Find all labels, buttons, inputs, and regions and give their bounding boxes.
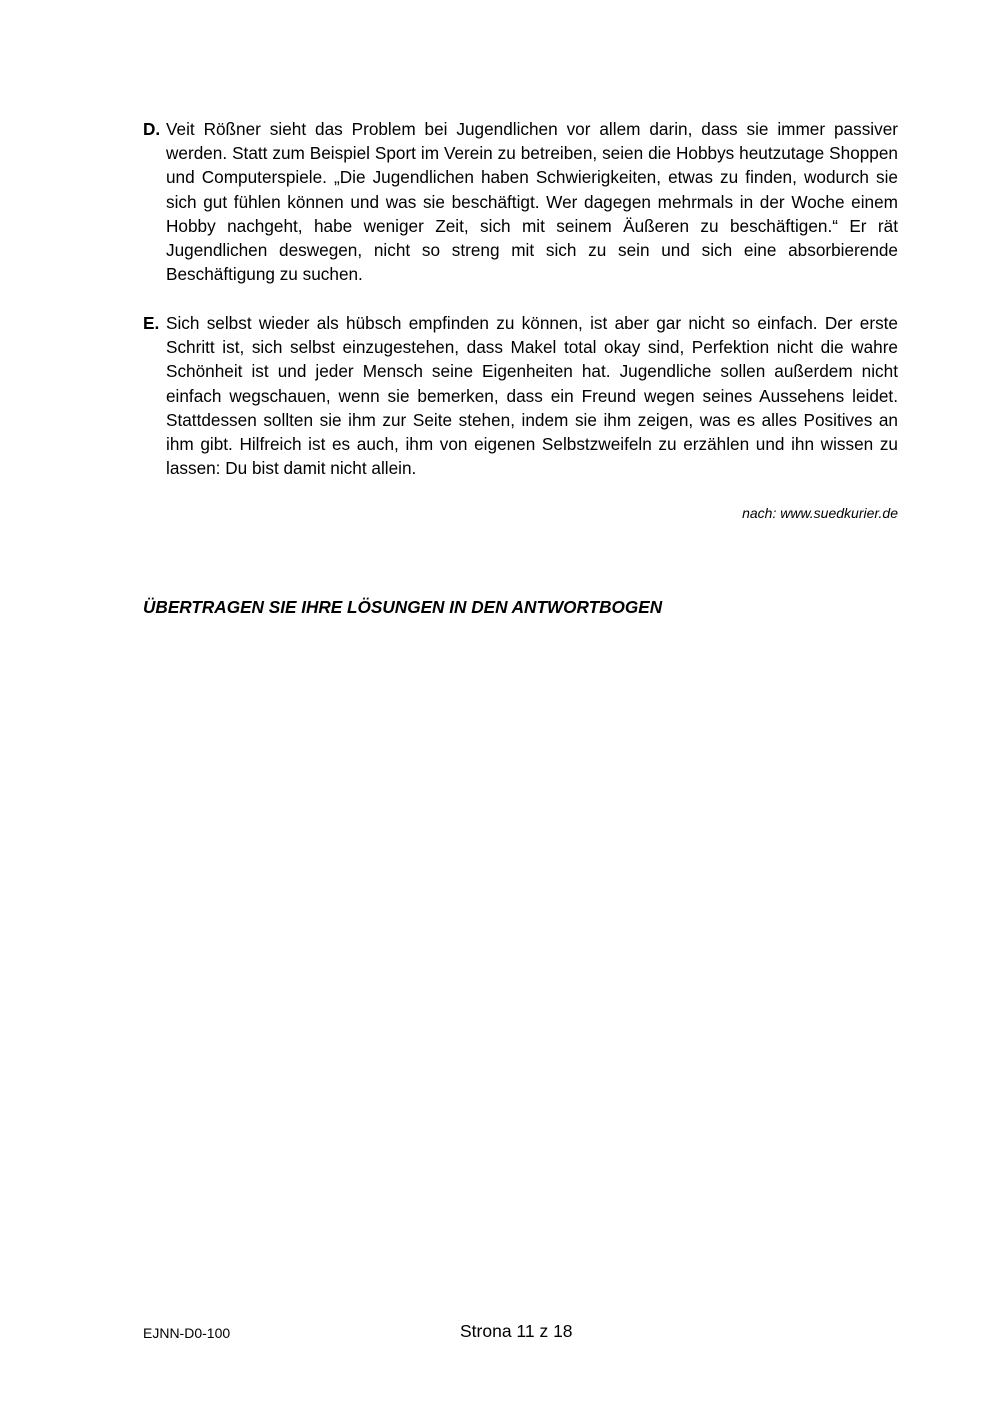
paragraph-e [143, 311, 898, 480]
footer-exam-code: EJNN-D0-100 [143, 1325, 231, 1341]
instruction-heading: ÜBERTRAGEN SIE IHRE LÖSUNGEN IN DEN ANTWORTBOGEN [143, 597, 663, 617]
footer-page-number: Strona 11 z 18 [460, 1321, 573, 1341]
paragraph-text: Sich selbst wieder als hübsch empfinden zu können, ist aber gar nicht so einfach. Der erste Schritt ist, sich selbst einzugestehen, dass Makel total okay sind, Perfektion nicht die wahre Schönheit ist und jeder Mensch seine Eigenheiten hat. Jugendliche sollen außerdem nicht einfach wegschauen, wenn sie bemerken, dass ein Freund wegen seines Aussehens leidet. Stattdessen sollten sie ihm zur Seite stehen, indem sie ihm zeigen, was es alles Positives an ihm gibt. Hilfreich ist es auch, ihm von eigenen Selbstzweifeln zu erzählen und ihn wissen zu lassen: Du bist damit nicht allein. [166, 313, 898, 479]
paragraph-d [143, 117, 898, 286]
paragraph-text: Veit Rößner sieht das Problem bei Jugendlichen vor allem darin, dass sie immer passiver werden. Statt zum Beispiel Sport im Verein zu betreiben, seien die Hobbys heutzutage Shoppen und Computerspiele. „Die Jugendlichen haben Schwierigkeiten, etwas zu finden, wodurch sie sich gut fühlen können und was sie beschäftigt. Wer dagegen mehrmals in der Woche einem Hobby nachgeht, habe weniger Zeit, sich mit seinem Äußeren zu beschäftigen.“ Er rät Jugendlichen deswegen, nicht so streng mit sich zu sein und sich eine absorbierende Beschäftigung zu suchen. [166, 119, 898, 285]
paragraph-letter: D. [143, 119, 161, 139]
source-citation: nach: www.suedkurier.de [742, 505, 898, 521]
paragraph-letter: E. [143, 313, 160, 333]
